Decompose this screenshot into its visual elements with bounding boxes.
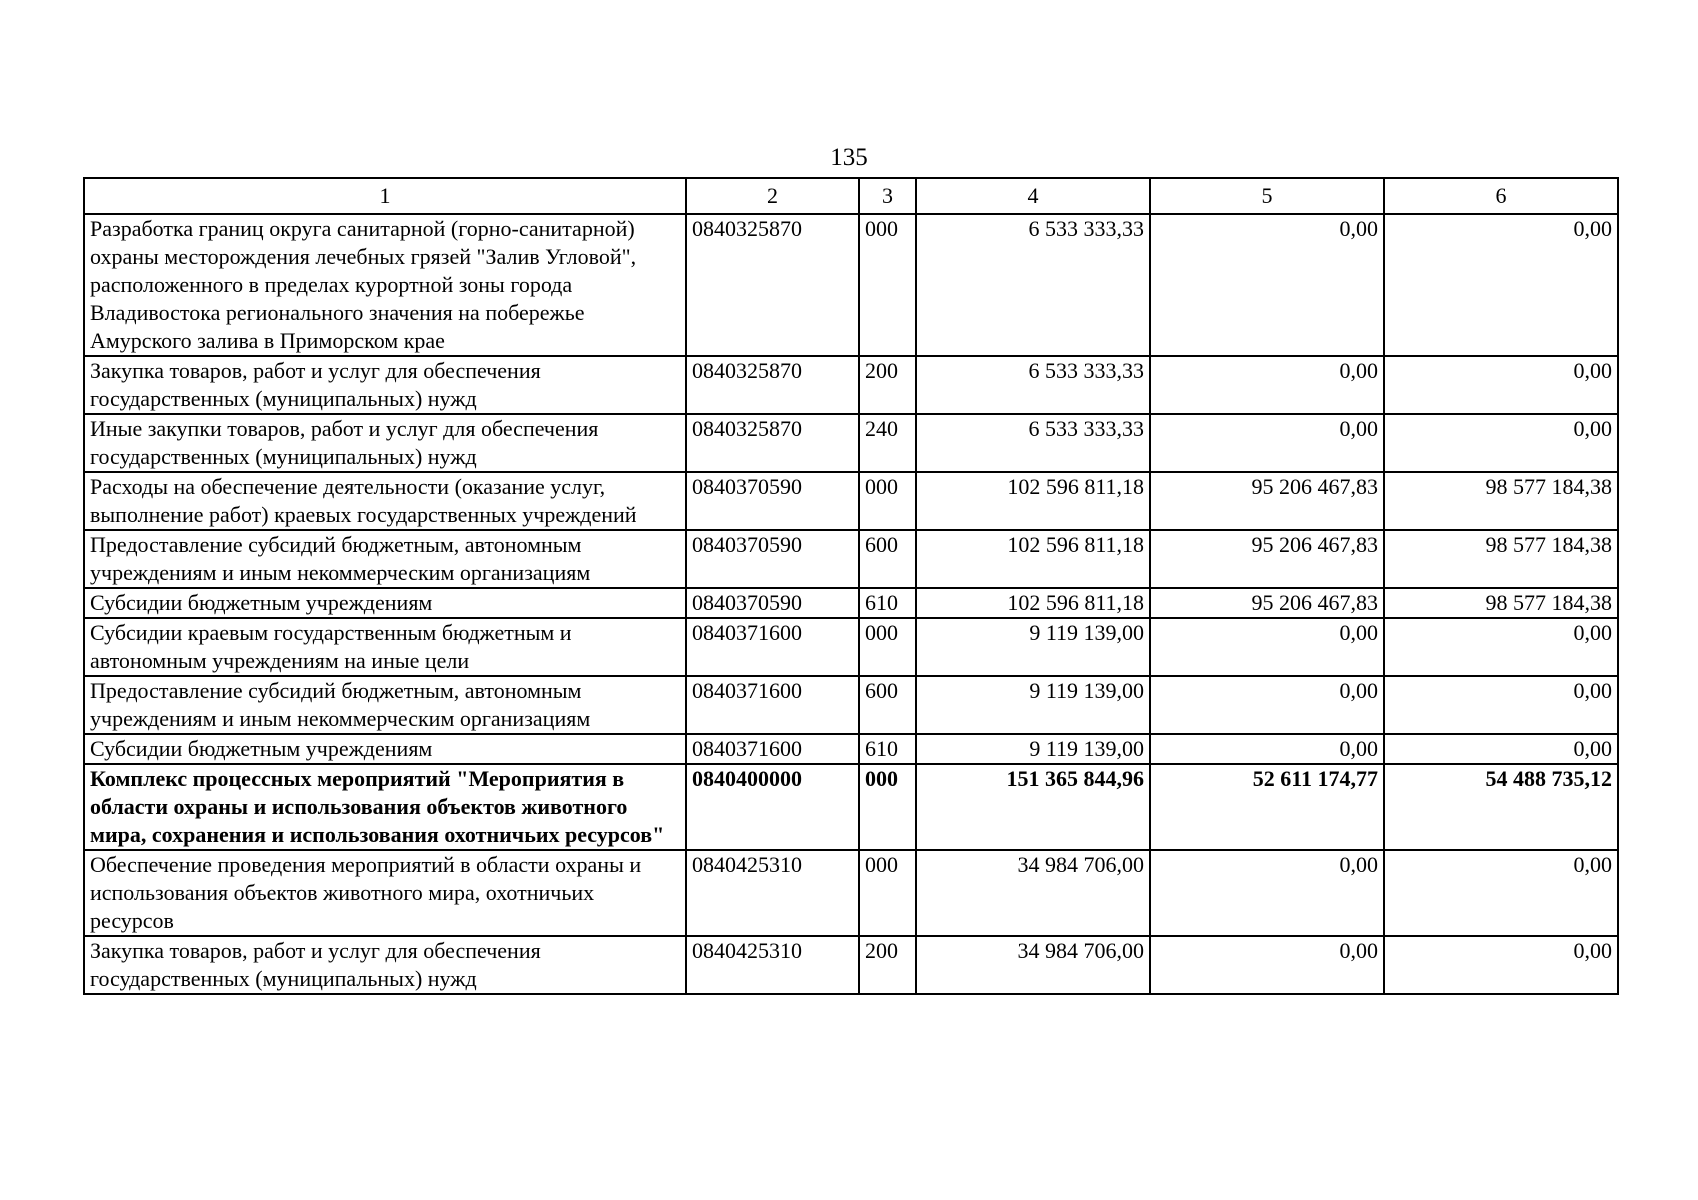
table-row bbox=[84, 618, 1618, 676]
target-code: 0840370590 bbox=[686, 472, 859, 530]
column-header-3: 3 bbox=[859, 178, 916, 214]
amount-col4: 9 119 139,00 bbox=[916, 676, 1150, 734]
amount-col5: 0,00 bbox=[1150, 850, 1384, 936]
item-name: Субсидии бюджетным учреждениям bbox=[84, 588, 686, 618]
expense-type: 000 bbox=[859, 764, 916, 850]
amount-col6: 0,00 bbox=[1384, 356, 1618, 414]
amount-col6: 0,00 bbox=[1384, 850, 1618, 936]
item-name: Субсидии краевым государственным бюджетным и автономным учреждениям на иные цели bbox=[84, 618, 686, 676]
item-name: Расходы на обеспечение деятельности (оказание услуг, выполнение работ) краевых государственных учреждений bbox=[84, 472, 686, 530]
amount-col6: 0,00 bbox=[1384, 414, 1618, 472]
amount-col5: 0,00 bbox=[1150, 676, 1384, 734]
table-row bbox=[84, 414, 1618, 472]
page-number: 135 bbox=[830, 144, 868, 171]
table-row bbox=[84, 472, 1618, 530]
table-row bbox=[84, 356, 1618, 414]
amount-col4: 102 596 811,18 bbox=[916, 588, 1150, 618]
target-code: 0840425310 bbox=[686, 850, 859, 936]
target-code: 0840425310 bbox=[686, 936, 859, 994]
target-code: 0840370590 bbox=[686, 530, 859, 588]
expense-type: 000 bbox=[859, 472, 916, 530]
budget-table bbox=[83, 177, 1619, 995]
amount-col6: 0,00 bbox=[1384, 936, 1618, 994]
table-row bbox=[84, 734, 1618, 764]
target-code: 0840325870 bbox=[686, 214, 859, 356]
expense-type: 200 bbox=[859, 356, 916, 414]
target-code: 0840325870 bbox=[686, 414, 859, 472]
amount-col6: 98 577 184,38 bbox=[1384, 588, 1618, 618]
amount-col5: 0,00 bbox=[1150, 214, 1384, 356]
amount-col5: 0,00 bbox=[1150, 356, 1384, 414]
item-name: Закупка товаров, работ и услуг для обеспечения государственных (муниципальных) нужд bbox=[84, 356, 686, 414]
expense-type: 000 bbox=[859, 850, 916, 936]
expense-type: 200 bbox=[859, 936, 916, 994]
amount-col4: 34 984 706,00 bbox=[916, 850, 1150, 936]
amount-col6: 0,00 bbox=[1384, 214, 1618, 356]
table-row bbox=[84, 936, 1618, 994]
column-header-1: 1 bbox=[84, 178, 686, 214]
item-name: Субсидии бюджетным учреждениям bbox=[84, 734, 686, 764]
amount-col6: 0,00 bbox=[1384, 734, 1618, 764]
amount-col4: 151 365 844,96 bbox=[916, 764, 1150, 850]
amount-col5: 95 206 467,83 bbox=[1150, 472, 1384, 530]
amount-col4: 9 119 139,00 bbox=[916, 618, 1150, 676]
amount-col5: 0,00 bbox=[1150, 734, 1384, 764]
amount-col6: 0,00 bbox=[1384, 676, 1618, 734]
item-name: Разработка границ округа санитарной (горно-санитарной) охраны месторождения лечебных грязей "Залив Угловой", расположенного в пределах курортной зоны города Владивостока регионального значения на побережье Амурского залива в Приморском крае bbox=[84, 214, 686, 356]
amount-col5: 0,00 bbox=[1150, 414, 1384, 472]
table-row bbox=[84, 588, 1618, 618]
amount-col4: 6 533 333,33 bbox=[916, 414, 1150, 472]
amount-col4: 9 119 139,00 bbox=[916, 734, 1150, 764]
header-row bbox=[84, 178, 1618, 214]
amount-col6: 98 577 184,38 bbox=[1384, 472, 1618, 530]
amount-col6: 54 488 735,12 bbox=[1384, 764, 1618, 850]
expense-type: 000 bbox=[859, 618, 916, 676]
column-header-5: 5 bbox=[1150, 178, 1384, 214]
expense-type: 000 bbox=[859, 214, 916, 356]
amount-col5: 0,00 bbox=[1150, 936, 1384, 994]
table-row bbox=[84, 764, 1618, 850]
target-code: 0840400000 bbox=[686, 764, 859, 850]
expense-type: 610 bbox=[859, 734, 916, 764]
target-code: 0840370590 bbox=[686, 588, 859, 618]
target-code: 0840371600 bbox=[686, 676, 859, 734]
table-row bbox=[84, 530, 1618, 588]
amount-col4: 102 596 811,18 bbox=[916, 472, 1150, 530]
item-name: Предоставление субсидий бюджетным, автономным учреждениям и иным некоммерческим организациям bbox=[84, 530, 686, 588]
target-code: 0840371600 bbox=[686, 618, 859, 676]
item-name: Иные закупки товаров, работ и услуг для обеспечения государственных (муниципальных) нужд bbox=[84, 414, 686, 472]
item-name: Обеспечение проведения мероприятий в области охраны и использования объектов животного мира, охотничьих ресурсов bbox=[84, 850, 686, 936]
amount-col5: 0,00 bbox=[1150, 618, 1384, 676]
table-row bbox=[84, 214, 1618, 356]
amount-col4: 6 533 333,33 bbox=[916, 356, 1150, 414]
table-row bbox=[84, 676, 1618, 734]
column-header-2: 2 bbox=[686, 178, 859, 214]
column-header-6: 6 bbox=[1384, 178, 1618, 214]
amount-col5: 95 206 467,83 bbox=[1150, 588, 1384, 618]
amount-col6: 98 577 184,38 bbox=[1384, 530, 1618, 588]
expense-type: 240 bbox=[859, 414, 916, 472]
target-code: 0840325870 bbox=[686, 356, 859, 414]
table-body bbox=[84, 214, 1618, 994]
amount-col4: 34 984 706,00 bbox=[916, 936, 1150, 994]
amount-col4: 6 533 333,33 bbox=[916, 214, 1150, 356]
item-name: Предоставление субсидий бюджетным, автономным учреждениям и иным некоммерческим организациям bbox=[84, 676, 686, 734]
amount-col5: 95 206 467,83 bbox=[1150, 530, 1384, 588]
amount-col6: 0,00 bbox=[1384, 618, 1618, 676]
amount-col5: 52 611 174,77 bbox=[1150, 764, 1384, 850]
target-code: 0840371600 bbox=[686, 734, 859, 764]
item-name: Закупка товаров, работ и услуг для обеспечения государственных (муниципальных) нужд bbox=[84, 936, 686, 994]
expense-type: 610 bbox=[859, 588, 916, 618]
amount-col4: 102 596 811,18 bbox=[916, 530, 1150, 588]
table-row bbox=[84, 850, 1618, 936]
expense-type: 600 bbox=[859, 676, 916, 734]
item-name: Комплекс процессных мероприятий "Мероприятия в области охраны и использования объектов животного мира, сохранения и использования охотничьих ресурсов" bbox=[84, 764, 686, 850]
expense-type: 600 bbox=[859, 530, 916, 588]
column-header-4: 4 bbox=[916, 178, 1150, 214]
